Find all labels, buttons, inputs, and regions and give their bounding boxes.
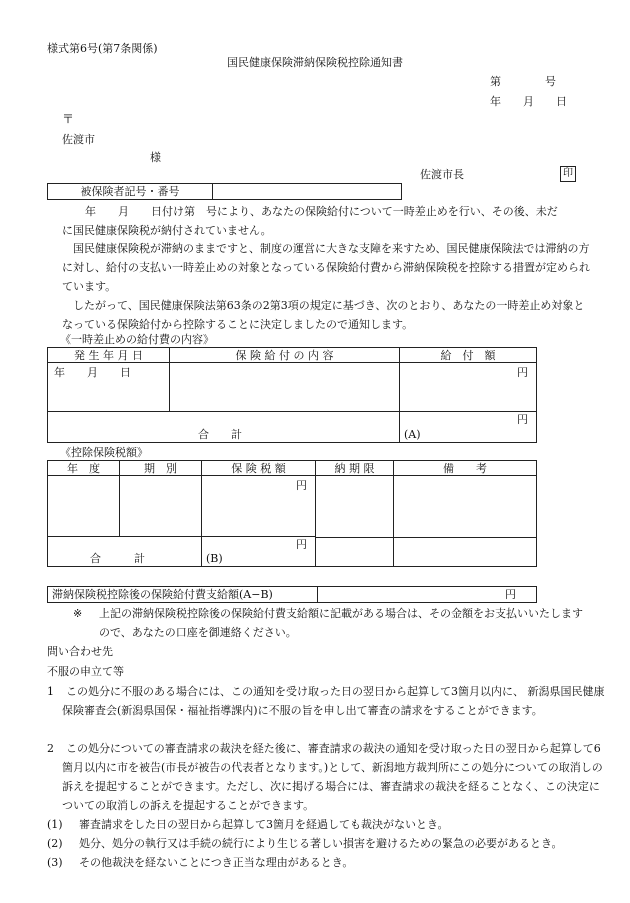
- table2-deadline-cell: [316, 476, 394, 537]
- note-mark: ※: [73, 607, 83, 620]
- table2-total-unit: 円: [296, 538, 307, 551]
- paragraph1-line2: に国民健康保険税が納付されていません。: [62, 224, 272, 237]
- table1-content-cell: [170, 363, 400, 412]
- document-date: 年 月 日: [490, 95, 567, 108]
- table1-header-date: 発 生 年 月 日: [48, 348, 170, 363]
- table1-total-cell: [400, 412, 536, 442]
- paragraph3: したがって、国民健康保険法第63条の2第3項の規定に基づき、次のとおり、あなたの一時差止め対象となっている保険給付から控除することに決定しましたので通知します。: [62, 299, 585, 331]
- insured-number-box: [47, 183, 402, 200]
- table1-total-label: 合 計: [198, 428, 242, 441]
- appeal2-number: 2: [47, 742, 54, 755]
- table1-total-label-cell: [48, 412, 400, 442]
- table1-row-unit: 円: [517, 366, 528, 379]
- appeal1-text: この処分に不服のある場合には、この通知を受け取った日の翌日から起算して3箇月以内に、 新潟県国民健康保険審査会(新潟県国保・福祉指導課内)に不服の旨を申し出て審査の請求をすることができます。: [62, 685, 605, 717]
- seal-mark: 印: [560, 166, 576, 182]
- sub3-text: その他裁決を経ないことにつき正当な理由があるとき。: [79, 856, 354, 869]
- table1-total-unit: 円: [517, 413, 528, 426]
- paragraph1-line1: 年 月 日付け第 号により、あなたの保険給付について一時差止めを行い、その後、未だ: [85, 205, 558, 218]
- table2-header-deadline: 納 期 限: [316, 461, 394, 476]
- table2-period-cell: [120, 476, 202, 537]
- issuer-name: 佐渡市長: [420, 168, 464, 181]
- table2-remarks-cell: [394, 476, 536, 537]
- deduction-table: [47, 460, 537, 567]
- table2-total-mark: (B): [206, 552, 223, 565]
- appeal2-text: この処分についての審査請求の裁決を経た後に、審査請求の裁決の通知を受け取った日の翌日から起算して6箇月以内に市を被告(市長が被告の代表者となります。)として、新潟地方裁判所にこの処分についての取消しの訴えを提起することができます。ただし、次に掲げる場合には、審査請求の裁決を経ることなく、この決定についての取消しの訴えを提起することができます。: [62, 742, 603, 812]
- table1-caption: 《一時差止めの給付費の内容》: [60, 333, 214, 346]
- table2-total-deadline-cell: [316, 537, 394, 566]
- table2-header-tax: 保 険 税 額: [202, 461, 316, 476]
- form-number: 様式第6号(第7条関係): [47, 42, 158, 55]
- table2-total-label-cell: [48, 537, 202, 566]
- table2-total-cell: [202, 537, 316, 566]
- paragraph2: 国民健康保険税が滞納のままですと、制度の運営に大きな支障を来すため、国民健康保険法では滞納の方に対し、給付の支払い一時差止めの対象となっている保険給付費から滞納保険税を控除する措置が定められています。: [62, 242, 590, 293]
- table2-header-remarks: 備 考: [394, 461, 536, 476]
- sub2-number: (2): [47, 837, 63, 850]
- table1-header-content: 保 険 給 付 の 内 容: [170, 348, 400, 363]
- document-number: 第 号: [490, 75, 556, 88]
- insured-number-field: [213, 184, 401, 199]
- table2-total-remarks-cell: [394, 537, 536, 566]
- table2-row-unit: 円: [296, 479, 307, 492]
- balance-box: [47, 586, 537, 603]
- note-text: 上記の滞納保険税控除後の保険給付費支給額に記載がある場合は、その金額をお支払いいたしますので、あなたの口座を御連絡ください。: [99, 607, 583, 639]
- balance-unit: 円: [505, 588, 516, 601]
- recipient-suffix: 様: [150, 151, 161, 164]
- recipient-city: 佐渡市: [62, 133, 95, 146]
- table2-total-label: 合 計: [90, 552, 145, 565]
- table2-tax-cell: [202, 476, 316, 537]
- table2-caption: 《控除保険税額》: [60, 446, 148, 459]
- table2-year-cell: [48, 476, 120, 537]
- inquiry-heading: 問い合わせ先: [47, 645, 113, 658]
- table2-header-period: 期 別: [120, 461, 202, 476]
- appeal1-number: 1: [47, 685, 54, 698]
- table1-total-mark: (A): [404, 428, 421, 441]
- sub1-number: (1): [47, 818, 63, 831]
- postal-mark: 〒: [62, 112, 75, 126]
- suspended-benefits-table: [47, 347, 537, 443]
- table1-amount-cell: [400, 363, 536, 412]
- document-title: 国民健康保険滞納保険税控除通知書: [227, 56, 403, 69]
- table1-row-date: 年 月 日: [54, 366, 131, 379]
- table1-date-cell: [48, 363, 170, 412]
- table1-header-amount: 給 付 額: [400, 348, 536, 363]
- balance-amount-cell: [318, 587, 536, 602]
- appeal-heading: 不服の申立て等: [47, 665, 124, 678]
- sub3-number: (3): [47, 856, 63, 869]
- insured-number-label: 被保険者記号・番号: [48, 184, 213, 199]
- sub2-text: 処分、処分の執行又は手続の続行により生じる著しい損害を避けるための緊急の必要があるとき。: [79, 837, 563, 850]
- table2-header-year: 年 度: [48, 461, 120, 476]
- balance-label: 滞納保険税控除後の保険給付費支給額(A−B): [48, 587, 318, 602]
- sub1-text: 審査請求をした日の翌日から起算して3箇月を経過しても裁決がないとき。: [79, 818, 449, 831]
